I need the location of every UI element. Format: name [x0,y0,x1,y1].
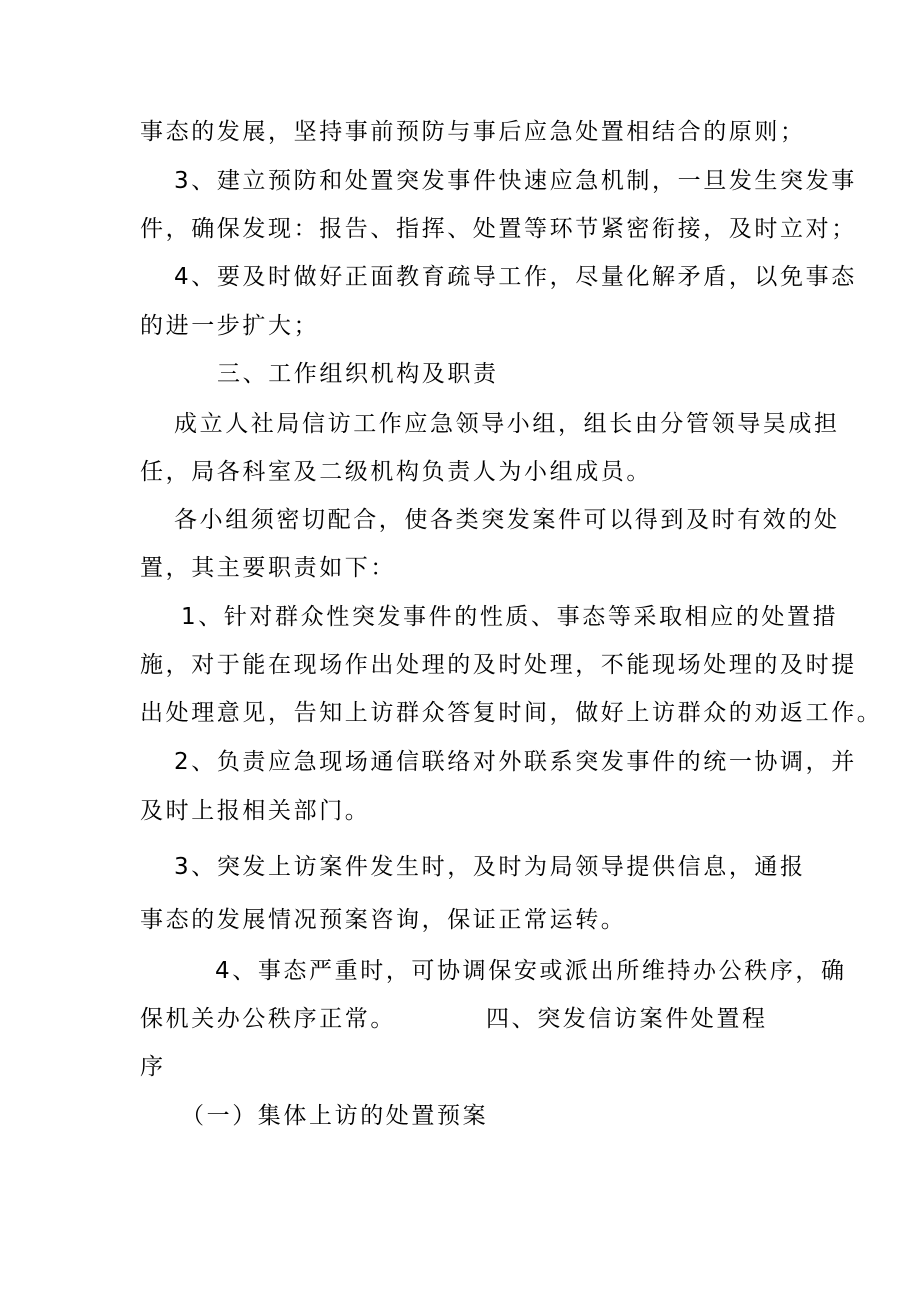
text-line-4: 4、要及时做好正面教育疏导工作，尽量化解矛盾，以免事态 [174,264,857,290]
text-line-17: 事态的发展情况预案咨询，保证正常运转。 [140,907,627,933]
text-line-7: 成立人社局信访工作应急领导小组，组长由分管领导吴成担 [174,411,840,437]
text-line-19: 保机关办公秩序正常。 [140,1006,396,1032]
text-line-11: 1、针对群众性突发事件的性质、事态等采取相应的处置措 [181,604,839,630]
text-line-12: 施，对于能在现场作出处理的及时处理，不能现场处理的及时提 [140,652,857,678]
section-heading-3: 三、工作组织机构及职责 [217,361,499,387]
text-line-5: 的进一步扩大； [140,313,320,339]
text-line-9: 各小组须密切配合，使各类突发案件可以得到及时有效的处 [174,507,840,533]
text-line-18: 4、事态严重时，可协调保安或派出所维持办公秩序，确 [215,958,847,984]
text-line-16: 3、突发上访案件发生时，及时为局领导提供信息，通报 [174,854,806,880]
text-line-3: 件，确保发现：报告、指挥、处置等环节紧密衔接，及时立对； [140,216,857,242]
section-heading-4: 四、突发信访案件处置程 [486,1006,768,1032]
text-line-15: 及时上报相关部门。 [140,798,371,824]
text-line-21: 序 [140,1054,166,1080]
text-line-14: 2、负责应急现场通信联络对外联系突发事件的统一协调，并 [174,749,857,775]
text-line-13: 出处理意见，告知上访群众答复时间，做好上访群众的劝返工作。 [140,700,883,726]
text-line-8: 任，局各科室及二级机构负责人为小组成员。 [140,459,652,485]
text-line-2: 3、建立预防和处置突发事件快速应急机制，一旦发生突发事 [174,168,857,194]
text-line-10: 置，其主要职责如下： [140,555,396,581]
text-line-1: 事态的发展，坚持事前预防与事后应急处置相结合的原则； [140,119,806,145]
subsection-heading-1: （一）集体上访的处置预案 [181,1103,489,1129]
